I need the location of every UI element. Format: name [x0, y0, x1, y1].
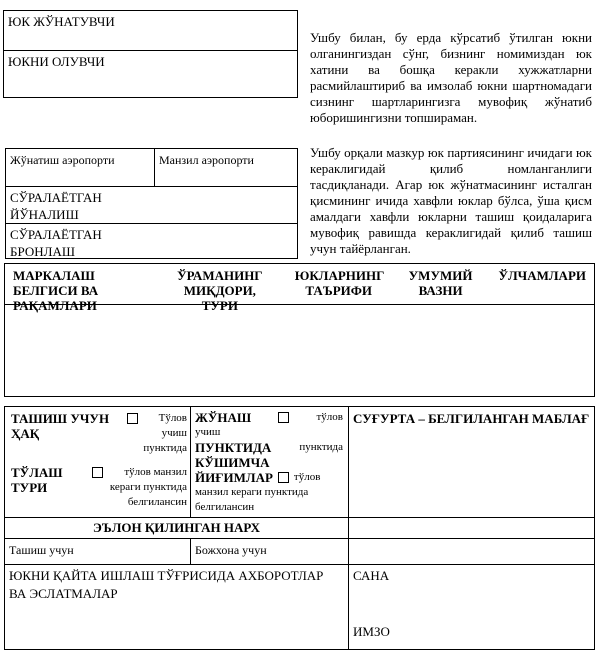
for-customs-label: Божхона учун: [195, 543, 267, 557]
departure-fees-word1: ЖЎНАШ: [195, 410, 252, 425]
signature-label: ИМЗО: [353, 624, 390, 639]
valuation-row: [5, 539, 594, 565]
departure-fees-option2c: белгилансин: [195, 501, 255, 513]
payment-type-checkbox[interactable]: [92, 467, 103, 478]
requested-booking-cell: [6, 223, 297, 259]
declared-value-label: ЭЪЛОН ҚИЛИНГАН НАРХ: [5, 518, 349, 538]
dangerous-goods-declaration-paragraph: Ушбу орқали мазкур юк партиясининг ичидаги юк кераклигидай қилиб номланганлиги тасдиқланади. Агар юк жўнатмасининг исталган қисмининг ичида хавфли юклар бўлса, ўша қисм амалдаги хавфли юкларни ташиш қоидаларига мувофиқ равишда кераклигидай қилиб ташиш учун тайёрланган.: [310, 145, 592, 256]
goods-description-header: ЮКЛАРНИНГ ТАЪРИФИ: [294, 268, 385, 298]
departure-fees-option2a: тўлов: [293, 471, 321, 483]
departure-fees-word2: ПУНКТИДА: [195, 440, 272, 455]
departure-fees-word4: ЙИҒИМЛАР: [195, 470, 273, 485]
marks-numbers-header: МАРКАЛАШ БЕЛГИСИ ВА РАҚАМЛАРИ: [13, 268, 99, 313]
requested-routing-label: СЎРАЛАЁТГАН ЙЎНАЛИШ: [10, 190, 102, 222]
consignee-label: ЮКНИ ОЛУВЧИ: [8, 54, 105, 69]
declared-value-blank-cell: [349, 518, 594, 538]
valuation-blank-cell: [349, 539, 594, 564]
departure-airport-label: Жўнатиш аэропорти: [10, 153, 115, 167]
consignor-label: ЮК ЖЎНАТУВЧИ: [8, 14, 115, 29]
marks-entry-area: [5, 305, 594, 396]
departure-fees-checkbox-2[interactable]: [278, 472, 289, 483]
carriage-charges-cell: [5, 407, 191, 517]
handling-row: [5, 565, 594, 649]
dimensions-header: ЎЛЧАМЛАРИ: [498, 268, 586, 283]
departure-fees-option2b: манзил кераги пунктида: [195, 486, 309, 498]
charges-row: [5, 407, 594, 518]
payment-type-label: ТЎЛАШ ТУРИ: [11, 465, 63, 495]
consignor-consignee-box: [3, 10, 298, 98]
destination-airport-cell: [155, 149, 297, 186]
carriage-charges-label: ТАШИШ УЧУН ҲАҚ: [11, 411, 110, 441]
departure-fees-option1b: учиш: [195, 426, 221, 438]
shipper-declaration-paragraph: Ушбу билан, бу ерда кўрсатиб ўтилган юкни олганингиздан сўнг, бизнинг номимиздан юк хатини ва бошқа керакли хужжатларни расмийлаштириб ва имзолаб юкни шартномадаги сизнинг шартларингизга мувофиқ жўнатиб юборишингизни топшираман.: [310, 30, 592, 125]
insurance-label: СУҒУРТА – БЕЛГИЛАНГАН МАБЛАҒ: [353, 411, 590, 426]
date-signature-cell: [349, 565, 594, 649]
date-label: САНА: [353, 568, 390, 583]
departure-fees-option1c: пунктида: [299, 441, 343, 453]
for-carriage-label: Ташиш учун: [9, 543, 74, 557]
departure-airport-cell: [6, 149, 155, 186]
for-carriage-cell: [5, 539, 191, 564]
gross-weight-header: УМУМИЙ ВАЗНИ: [408, 268, 473, 298]
routing-table: [5, 148, 298, 259]
payment-type-option-label: тўлов манзил кераги пунктида белгилансин: [109, 466, 187, 508]
carriage-option-label: Тўлов учиш пунктида: [143, 412, 187, 454]
departure-fees-checkbox-1[interactable]: [278, 412, 289, 423]
departure-fees-cell: [191, 407, 349, 517]
departure-fees-word3: КЎШИМЧА: [195, 455, 270, 470]
requested-routing-cell: [6, 186, 297, 223]
departure-fees-option1a: тўлов: [316, 411, 343, 423]
handling-info-label: ЮКНИ ҚАЙТА ИШЛАШ ТЎҒРИСИДА АХБОРОТЛАР ВА ЭСЛАТМАЛАР: [9, 568, 324, 601]
carriage-prepaid-checkbox[interactable]: [127, 413, 138, 424]
requested-booking-label: СЎРАЛАЁТГАН БРОНЛАШ: [10, 227, 102, 259]
marks-table: [4, 263, 595, 397]
handling-info-cell: [5, 565, 349, 649]
destination-airport-label: Манзил аэропорти: [159, 153, 254, 167]
marks-header-row: [5, 264, 594, 313]
declaration-column: [310, 30, 592, 257]
packages-quantity-header: ЎРАМАНИНГ МИҚДОРИ, ТУРИ: [177, 268, 263, 313]
for-customs-cell: [191, 539, 349, 564]
charges-table: [4, 406, 595, 650]
insurance-cell: [349, 407, 594, 517]
declared-value-row: [5, 518, 594, 539]
consignor-cell: [4, 11, 297, 51]
airports-row: [6, 149, 297, 186]
consignee-cell: [4, 51, 297, 96]
